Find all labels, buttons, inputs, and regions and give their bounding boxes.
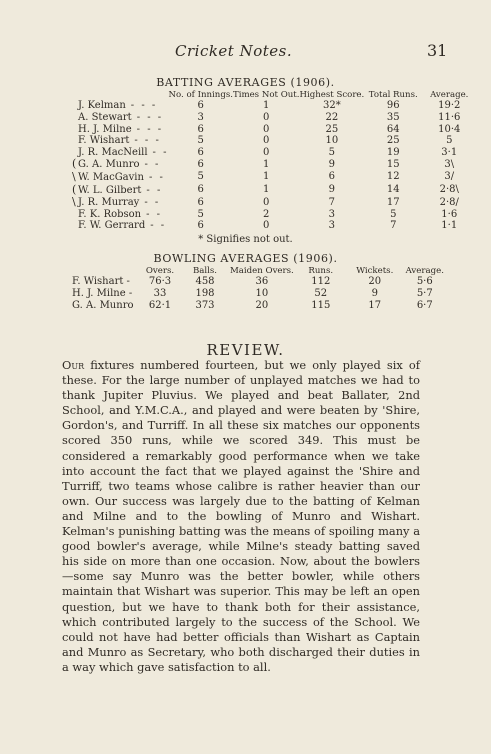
bowling-average-cell: 6·7: [416, 299, 433, 311]
batting-highest-cell: 22: [325, 112, 339, 123]
batting-not-out-cell: 2: [263, 208, 270, 220]
batting-innings-cell: 6: [197, 196, 204, 208]
batting-innings-cell: 6: [197, 100, 204, 112]
batting-player-cell: [72, 184, 168, 197]
batting-innings-cell: 6: [197, 220, 204, 232]
batting-brace: \: [72, 169, 76, 183]
batting-highest-cell: 7: [328, 196, 336, 208]
batting-averages-title: BATTING AVERAGES (1906).: [156, 76, 335, 89]
bowling-balls-cell: 198: [195, 288, 215, 299]
batting-row: [72, 209, 476, 221]
batting-player-name: J. R. MacNeill: [78, 146, 148, 158]
batting-leader-dots: - -: [152, 146, 169, 158]
bowling-balls-cell: 373: [195, 299, 215, 311]
batting-player-name: J. R. Murray: [78, 197, 140, 209]
bowling-col-balls: Balls.: [192, 266, 218, 276]
batting-runs-cell: 64: [386, 123, 400, 135]
batting-player-cell: [72, 100, 168, 112]
bowling-balls-cell: 458: [195, 276, 215, 288]
batting-innings-cell: 5: [197, 171, 204, 183]
batting-col-highest: Highest Score.: [299, 90, 365, 100]
batting-row: [72, 171, 476, 184]
batting-leader-dots: - - -: [134, 135, 161, 147]
bowling-col-wickets: Wickets.: [356, 266, 394, 276]
running-title: Cricket Notes.: [175, 42, 293, 60]
batting-col-total-runs: Total Runs.: [368, 90, 418, 100]
batting-runs-cell: 5: [390, 208, 397, 220]
batting-col-not-out: Times Not Out.: [232, 90, 300, 100]
batting-runs-cell: 7: [390, 220, 397, 232]
batting-highest-cell: 3: [328, 220, 336, 232]
batting-player-cell: [72, 158, 168, 171]
batting-not-out-cell: 0: [263, 220, 270, 232]
bowling-wickets-cell: 17: [368, 299, 382, 311]
batting-innings-cell: 6: [197, 123, 204, 135]
batting-brace: \: [72, 195, 76, 209]
batting-col-average: Average.: [430, 90, 469, 100]
batting-highest-cell: 32*: [323, 100, 341, 112]
review-dropcap: Our: [62, 358, 85, 372]
bowling-player-cell: F. Wishart -: [72, 276, 130, 288]
batting-highest-cell: 25: [325, 123, 339, 135]
page-number: 31: [427, 41, 448, 60]
batting-leader-dots: - -: [150, 220, 167, 232]
bowling-header-row: [72, 267, 448, 276]
batting-brace: (: [72, 157, 77, 171]
batting-runs-cell: 12: [386, 171, 400, 183]
batting-averages-table: [72, 91, 476, 232]
batting-innings-cell: 6: [197, 158, 204, 170]
batting-player-cell: [72, 171, 168, 184]
batting-average-cell: 3/: [444, 171, 455, 183]
batting-not-out-cell: 1: [263, 184, 270, 196]
batting-average-cell: 2·8\: [439, 184, 459, 196]
batting-player-cell: [72, 135, 168, 147]
batting-brace: (: [72, 182, 77, 196]
bowling-averages-table: [72, 267, 448, 311]
batting-player-name: F. K. Robson: [78, 208, 142, 220]
batting-leader-dots: - - -: [136, 112, 164, 123]
bowling-row: [72, 288, 448, 300]
batting-player-cell: [72, 209, 168, 221]
bowling-wickets-cell: 20: [368, 276, 382, 288]
batting-leader-dots: - -: [146, 184, 163, 196]
batting-average-cell: 1·1: [441, 220, 458, 232]
batting-leader-dots: - - -: [136, 123, 164, 135]
bowling-runs-cell: 115: [311, 299, 331, 311]
page-header: [0, 42, 491, 62]
batting-average-cell: 19·2: [438, 100, 461, 112]
bowling-maidens-cell: 36: [255, 276, 269, 288]
batting-highest-cell: 10: [325, 135, 339, 147]
batting-player-name: G. A. Munro: [78, 159, 140, 171]
batting-col-innings: No. of Innings.: [168, 90, 233, 100]
batting-runs-cell: 25: [386, 135, 400, 147]
batting-player-cell: [72, 147, 168, 159]
batting-not-out-cell: 0: [263, 146, 270, 158]
batting-player-name: H. J. Milne: [78, 123, 132, 135]
batting-not-out-cell: 1: [263, 100, 270, 112]
batting-player-name: A. Stewart: [78, 112, 132, 123]
batting-leader-dots: - -: [146, 208, 163, 220]
batting-average-cell: 2·8/: [439, 196, 459, 208]
batting-player-cell: [72, 220, 168, 232]
bowling-averages-title: BOWLING AVERAGES (1906).: [153, 252, 338, 265]
batting-player-name: W. MacGavin: [78, 171, 144, 183]
batting-leader-dots: - - -: [130, 100, 158, 112]
bowling-runs-cell: 52: [314, 288, 328, 299]
batting-footnote: * Signifies not out.: [198, 234, 293, 245]
batting-highest-cell: 9: [328, 184, 336, 196]
batting-player-cell: [72, 112, 168, 124]
batting-not-out-cell: 0: [263, 123, 270, 135]
bowling-col-runs: Runs.: [308, 266, 334, 276]
batting-runs-cell: 35: [386, 112, 400, 123]
batting-row: [72, 158, 476, 171]
batting-not-out-cell: 0: [263, 135, 270, 147]
bowling-row: [72, 300, 448, 312]
batting-runs-cell: 19: [386, 146, 400, 158]
batting-highest-cell: 6: [328, 171, 336, 183]
batting-player-cell: [72, 196, 168, 209]
bowling-player-cell: G. A. Munro: [72, 299, 134, 311]
batting-innings-cell: 6: [197, 146, 204, 158]
bowling-runs-cell: 112: [311, 276, 331, 288]
batting-average-cell: 1·6: [441, 208, 458, 220]
batting-row: [72, 124, 476, 136]
bowling-overs-cell: 76·3: [148, 276, 172, 288]
batting-runs-cell: 17: [386, 196, 400, 208]
batting-not-out-cell: 0: [263, 112, 270, 123]
bowling-player-cell: H. J. Milne -: [72, 288, 133, 299]
batting-innings-cell: 3: [197, 112, 204, 123]
review-heading: REVIEW.: [206, 341, 285, 359]
bowling-col-maidens: Maiden Overs.: [230, 266, 294, 276]
batting-row: [72, 184, 476, 197]
batting-innings-cell: 6: [197, 184, 204, 196]
batting-not-out-cell: 1: [263, 171, 270, 183]
batting-player-name: F. W. Gerrard: [78, 220, 146, 232]
bowling-maidens-cell: 10: [255, 288, 269, 299]
batting-not-out-cell: 0: [263, 196, 270, 208]
batting-row: [72, 112, 476, 124]
batting-average-cell: 10·4: [438, 123, 461, 135]
bowling-average-cell: 5·7: [416, 288, 433, 299]
batting-runs-cell: 96: [386, 100, 400, 112]
batting-row: [72, 147, 476, 159]
batting-leader-dots: - -: [144, 197, 161, 209]
batting-row: [72, 100, 476, 112]
batting-highest-cell: 5: [328, 146, 336, 158]
batting-average-cell: 3·1: [441, 146, 458, 158]
batting-innings-cell: 5: [197, 135, 204, 147]
batting-average-cell: 3\: [444, 158, 455, 170]
batting-player-name: J. Kelman: [78, 100, 126, 112]
batting-leader-dots: - -: [144, 159, 161, 171]
bowling-overs-cell: 33: [153, 288, 167, 299]
batting-runs-cell: 14: [386, 184, 400, 196]
review-body-text: fixtures numbered fourteen, but we only played six of these. For the large number of unplayed matches we had to thank Jupiter Pluvius. We played and beat Ballater, 2nd School, and Y.M.C.A., and played and were beaten by 'Shire, Gordon's, and Turriff. In all these six matches our opponents scored 350 runs, while we scored 349. This must be considered a remarkably good performance when we take into account the fact that we played against the 'Shire and Turriff, two teams whose calibre is rather heavier than our own. Our success was largely due to the batting of Kelman and Milne and to the bowling of Munro and Wishart. Kelman's punishing batting was the means of spoiling many a good bowler's average, while Milne's steady batting saved his side on more than one occasion. Now, about the bowlers—some say Munro was the better bowler, while others maintain that Wishart was superior. This may be left an open question, but we have to thank both for their assistance, which contributed largely to the success of the School. We could not have had better officials than Wishart as Captain and Munro as Secretary, who both discharged their duties in a way which gave satisfaction to all.: [62, 358, 420, 674]
batting-row: [72, 220, 476, 232]
batting-player-name: F. Wishart: [78, 135, 130, 147]
batting-col-player: [72, 91, 168, 100]
batting-header-row: [72, 91, 476, 100]
batting-player-cell: [72, 124, 168, 136]
bowling-row: [72, 276, 448, 288]
bowling-maidens-cell: 20: [255, 299, 269, 311]
bowling-overs-cell: 62·1: [148, 299, 172, 311]
batting-not-out-cell: 1: [263, 158, 270, 170]
bowling-col-average: Average.: [405, 266, 444, 276]
batting-row: [72, 135, 476, 147]
bowling-col-overs: Overs.: [145, 266, 175, 276]
bowling-average-cell: 5·6: [416, 276, 433, 288]
batting-highest-cell: 3: [328, 208, 336, 220]
bowling-col-player: [72, 267, 140, 276]
batting-average-cell: 11·6: [438, 112, 461, 123]
bowling-wickets-cell: 9: [371, 288, 378, 299]
batting-leader-dots: - -: [148, 171, 165, 183]
batting-player-name: W. L. Gilbert: [78, 184, 142, 196]
review-paragraph: [62, 358, 420, 675]
batting-row: [72, 196, 476, 209]
batting-average-cell: 5: [446, 135, 453, 147]
batting-innings-cell: 5: [197, 208, 204, 220]
batting-runs-cell: 15: [386, 158, 400, 170]
batting-highest-cell: 9: [328, 158, 336, 170]
